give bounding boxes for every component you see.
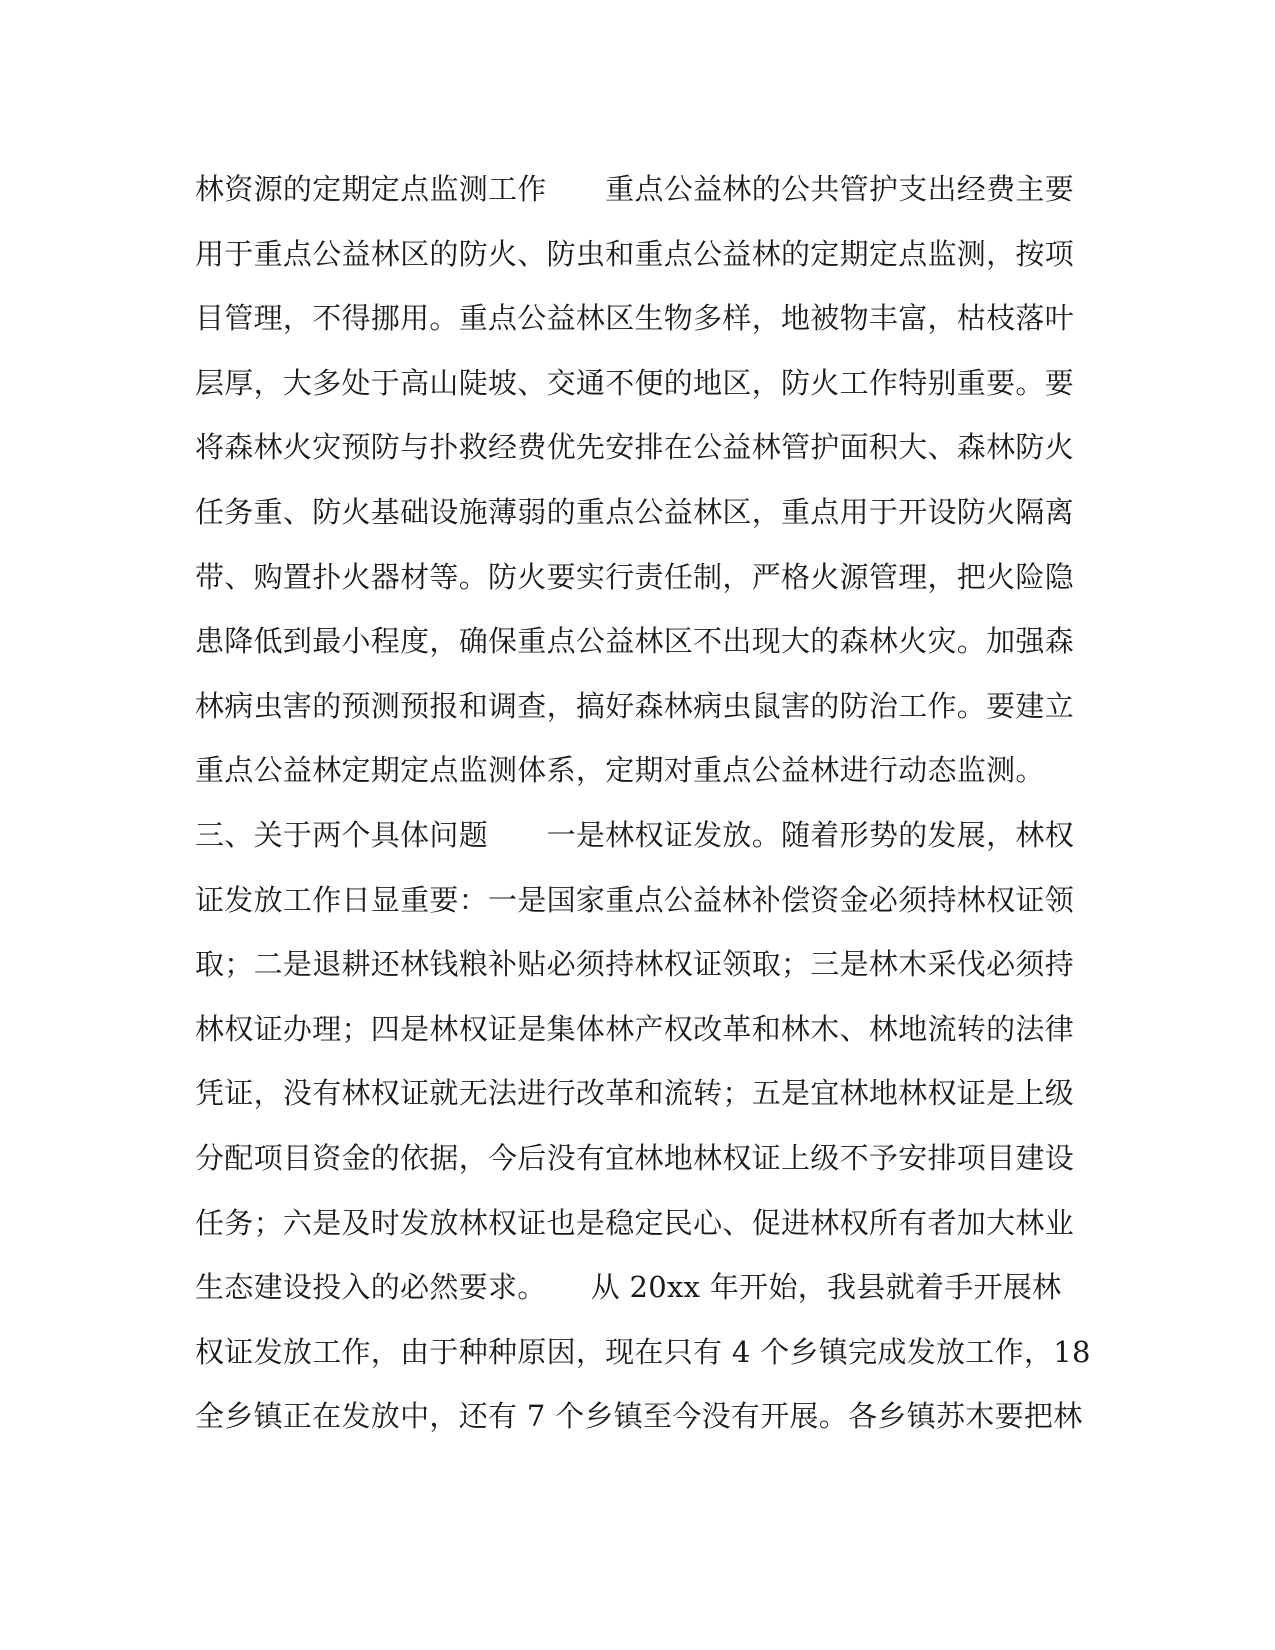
text-line: 生态建设投入的必然要求。 从 20xx 年开始，我县就着手开展林 <box>195 1270 1062 1305</box>
text-line: 将森林火灾预防与扑救经费优先安排在公益林管护面积大、森林防火 <box>195 430 1075 465</box>
text-line: 带、购置扑火器材等。防火要实行责任制，严格火源管理，把火险隐 <box>195 559 1075 594</box>
text-line: 林病虫害的预测预报和调查，搞好森林病虫鼠害的防治工作。要建立 <box>195 688 1075 723</box>
text-line: 权证发放工作，由于种种原因，现在只有 4 个乡镇完成发放工作，18 <box>195 1334 1091 1369</box>
text-line: 林资源的定期定点监测工作 重点公益林的公共管护支出经费主要 <box>195 172 1075 206</box>
text-line: 任务重、防火基础设施薄弱的重点公益林区，重点用于开设防火隔离 <box>195 494 1075 529</box>
text-line: 重点公益林定期定点监测体系，定期对重点公益林进行动态监测。 <box>195 753 1045 788</box>
text-line: 证发放工作日显重要：一是国家重点公益林补偿资金必须持林权证领 <box>195 882 1075 917</box>
text-line: 层厚，大多处于高山陡坡、交通不便的地区，防火工作特别重要。要 <box>195 365 1075 400</box>
text-line: 患降低到最小程度，确保重点公益林区不出现大的森林火灾。加强森 <box>195 624 1075 659</box>
text-line: 全乡镇正在发放中，还有 7 个乡镇至今没有开展。各乡镇苏木要把林 <box>195 1399 1083 1434</box>
text-line: 目管理，不得挪用。重点公益林区生物多样，地被物丰富，枯枝落叶 <box>195 301 1075 336</box>
text-line: 用于重点公益林区的防火、防虫和重点公益林的定期定点监测，按项 <box>195 236 1075 271</box>
text-line: 取；二是退耕还林钱粮补贴必须持林权证领取；三是林木采伐必须持 <box>195 947 1075 982</box>
text-line: 林权证办理；四是林权证是集体林产权改革和林木、林地流转的法律 <box>195 1011 1075 1046</box>
body-text <box>195 157 1091 1449</box>
text-line: 三、关于两个具体问题 一是林权证发放。随着形势的发展，林权 <box>195 817 1075 852</box>
text-line: 任务；六是及时发放林权证也是稳定民心、促进林权所有者加大林业 <box>195 1205 1075 1240</box>
text-line: 分配项目资金的依据，今后没有宜林地林权证上级不予安排项目建设 <box>195 1140 1075 1175</box>
text-line: 凭证，没有林权证就无法进行改革和流转；五是宜林地林权证是上级 <box>195 1076 1075 1111</box>
